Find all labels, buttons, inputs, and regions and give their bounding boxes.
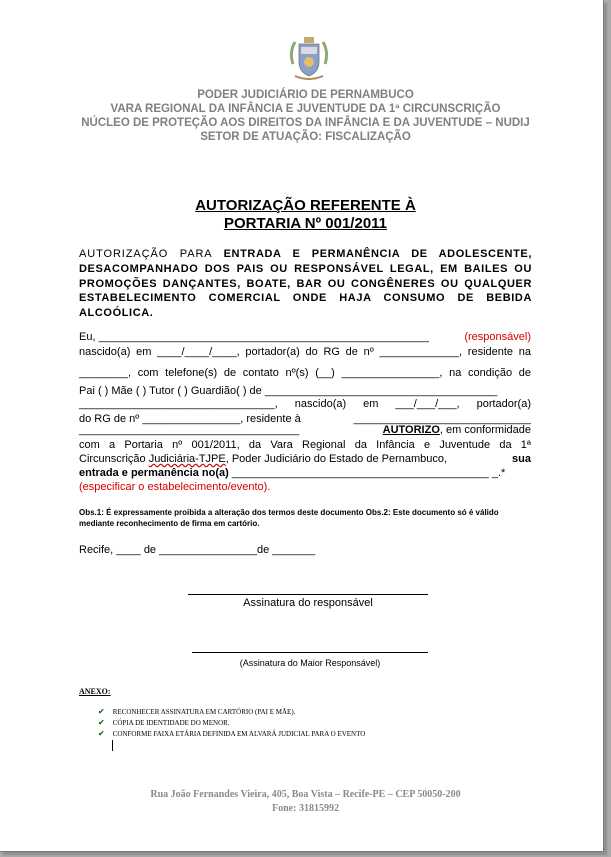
form-line-7 xyxy=(79,424,531,437)
signature-line-1 xyxy=(188,594,428,595)
observations: Obs.1: É expressamente proibida a alteração dos termos deste documento Obs.2: Este documento só é válido mediante reconhecimento de firma em cartório. xyxy=(79,508,499,528)
conformidade-text: , em conformidade xyxy=(439,424,531,436)
form-line-1 xyxy=(79,331,531,344)
rg-text: do RG de nº ________________, residente à xyxy=(79,413,301,425)
signature-label-2: (Assinatura do Maior Responsável) xyxy=(239,658,381,668)
form-line-11: (especificar o estabelecimento/evento). xyxy=(79,481,271,493)
header-line-3: NÚCLEO DE PROTEÇÃO AOS DIREITOS DA INFÂNCIA E DA JUVENTUDE – NUDIJ xyxy=(81,117,530,129)
name-blank: Eu, ______________________________________________________ xyxy=(79,331,429,343)
form-line-10 xyxy=(79,467,531,480)
judiciaria-text: Judiciária-TJPE xyxy=(148,453,226,465)
footer-phone: Fone: 31815992 xyxy=(272,803,339,814)
entrada-text: entrada e permanência no(a) xyxy=(79,467,229,479)
title-line-1: AUTORIZAÇÃO REFERENTE À xyxy=(195,197,416,214)
poder-text: , Poder Judiciário do Estado de Pernambuco, xyxy=(225,453,448,465)
address-blank-2: ____________________________________ xyxy=(79,424,300,436)
sua-text: sua xyxy=(512,453,531,465)
form-line-8: com a Portaria nº 001/2011, da Vara Regional da Infância e Juventude da 1ª xyxy=(79,439,531,451)
circunscricao-text: Circunscrição xyxy=(79,453,149,465)
anexo-item-text: CONFORME FAIXA ETÁRIA DEFINIDA EM ALVARÁ JUDICIAL PARA O EVENTO xyxy=(112,730,366,738)
checkmark-icon: ✔ xyxy=(98,707,105,716)
intro-lead: AUTORIZAÇÃO PARA xyxy=(79,248,212,260)
anexo-item-text: CÓPIA DE IDENTIDADE DO MENOR. xyxy=(112,719,230,727)
signature-label-1: Assinatura do responsável xyxy=(243,597,373,609)
checkmark-icon: ✔ xyxy=(98,718,105,727)
address-blank: _____________________________ xyxy=(353,413,531,425)
checkmark-icon: ✔ xyxy=(98,729,105,738)
form-line-5: ________________________________, nascido(a) em ___/___/___, portador(a) xyxy=(79,398,531,410)
responsavel-label: (responsável) xyxy=(464,331,531,343)
anexo-item xyxy=(98,718,230,727)
form-line-4: Pai ( ) Mãe ( ) Tutor ( ) Guardião( ) de ______________________________________ xyxy=(79,385,498,397)
intro-paragraph xyxy=(79,247,532,321)
anexo-item xyxy=(98,707,295,716)
header-line-2: VARA REGIONAL DA INFÂNCIA E JUVENTUDE DA 1ª CIRCUNSCRIÇÃO xyxy=(110,103,501,115)
title-line-2: PORTARIA Nº 001/2011 xyxy=(223,215,388,232)
anexo-item xyxy=(98,729,365,738)
footer-address: Rua João Fernandes Vieira, 405, Boa Vista – Recife-PE – CEP 50050-200 xyxy=(150,789,461,800)
anexo-title: ANEXO: xyxy=(79,687,111,696)
coat-of-arms-icon xyxy=(287,34,331,84)
text-cursor xyxy=(112,740,113,751)
estabelecimento-blank: __________________________________________ _.* xyxy=(228,467,506,479)
header-line-1: PODER JUDICIÁRIO DE PERNAMBUCO xyxy=(197,89,414,101)
form-line-9 xyxy=(79,453,531,466)
form-line-2: nascido(a) em ____/____/____, portador(a) do RG de nº _____________, residente na xyxy=(79,346,531,358)
anexo-item-text: RECONHECER ASSINATURA EM CARTÓRIO (PAI E MÃE). xyxy=(112,708,296,716)
header-line-4: SETOR DE ATUAÇÃO: FISCALIZAÇÃO xyxy=(200,131,411,143)
autorizo-label: AUTORIZO xyxy=(382,424,440,436)
intro-bold: ENTRADA E PERMANÊNCIA DE ADOLESCENTE, DESACOMPANHADO DOS PAIS OU RESPONSÁVEL LEGAL, EM BAILES OU PROMOÇÕES DANÇANTES, BOATE, BAR OU CONGÊNERES OU QUALQUER ESTABELECIMENTO COMERCIAL ONDE HAJA CONSUMO DE BEBIDA ALCOÓLICA. xyxy=(79,248,532,320)
date-line: Recife, ____ de ________________de _______ xyxy=(79,544,316,556)
signature-line-2 xyxy=(192,652,428,653)
form-line-3: ________, com telefone(s) de contato nº(s) (__) ________________, na condição de xyxy=(79,367,531,379)
